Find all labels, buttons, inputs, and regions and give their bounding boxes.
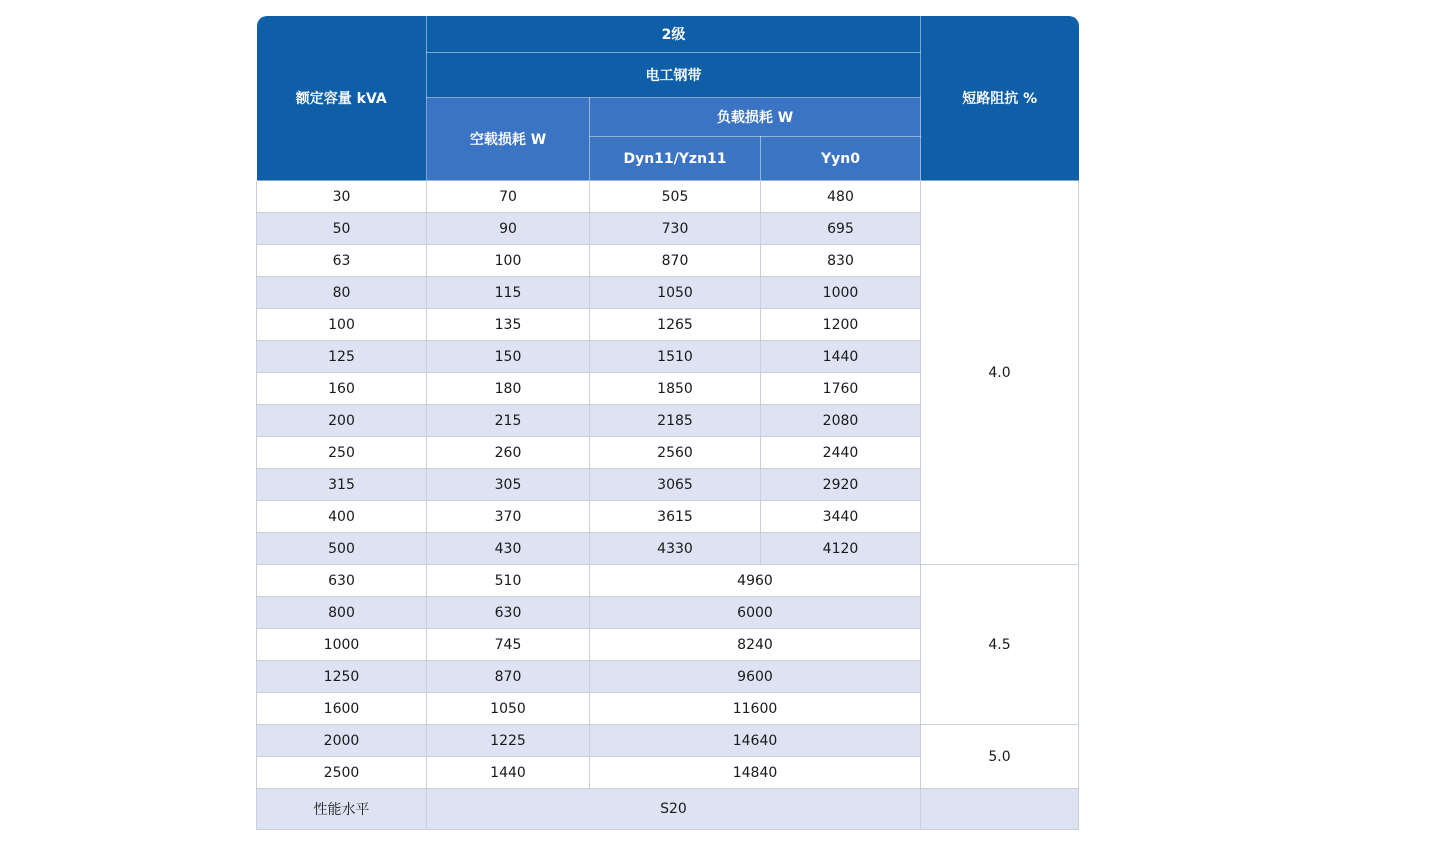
load-loss-cell: 14840 (590, 757, 921, 789)
load-loss-cell: 11600 (590, 693, 921, 725)
capacity-cell: 160 (257, 373, 427, 405)
no-load-cell: 90 (427, 213, 590, 245)
yyn0-cell: 830 (761, 245, 921, 277)
performance-row (257, 789, 1079, 830)
table-row (257, 725, 1079, 757)
impedance-cell: 5.0 (921, 725, 1079, 789)
table-row (257, 181, 1079, 213)
capacity-cell: 630 (257, 565, 427, 597)
capacity-cell: 30 (257, 181, 427, 213)
capacity-cell: 2000 (257, 725, 427, 757)
capacity-cell: 50 (257, 213, 427, 245)
table-header (257, 16, 1079, 181)
performance-value: S20 (427, 789, 921, 830)
dyn11-cell: 1050 (590, 277, 761, 309)
header-capacity: 额定容量 kVA (257, 16, 427, 181)
no-load-cell: 1440 (427, 757, 590, 789)
dyn11-cell: 1510 (590, 341, 761, 373)
capacity-cell: 200 (257, 405, 427, 437)
dyn11-cell: 4330 (590, 533, 761, 565)
capacity-cell: 63 (257, 245, 427, 277)
table-row (257, 565, 1079, 597)
load-loss-cell: 4960 (590, 565, 921, 597)
dyn11-cell: 2185 (590, 405, 761, 437)
header-grade: 2级 (427, 16, 921, 53)
no-load-cell: 630 (427, 597, 590, 629)
no-load-cell: 370 (427, 501, 590, 533)
capacity-cell: 80 (257, 277, 427, 309)
yyn0-cell: 2080 (761, 405, 921, 437)
header-no-load-loss: 空载损耗 W (427, 98, 590, 181)
capacity-cell: 1600 (257, 693, 427, 725)
load-loss-cell: 8240 (590, 629, 921, 661)
no-load-cell: 150 (427, 341, 590, 373)
loss-table-container (256, 16, 1078, 830)
capacity-cell: 2500 (257, 757, 427, 789)
header-yyn0: Yyn0 (761, 137, 921, 181)
dyn11-cell: 3065 (590, 469, 761, 501)
header-impedance: 短路阻抗 % (921, 16, 1079, 181)
capacity-cell: 315 (257, 469, 427, 501)
dyn11-cell: 1265 (590, 309, 761, 341)
dyn11-cell: 1850 (590, 373, 761, 405)
yyn0-cell: 1760 (761, 373, 921, 405)
table-body (257, 181, 1079, 830)
no-load-cell: 510 (427, 565, 590, 597)
capacity-cell: 800 (257, 597, 427, 629)
dyn11-cell: 3615 (590, 501, 761, 533)
load-loss-cell: 9600 (590, 661, 921, 693)
no-load-cell: 135 (427, 309, 590, 341)
yyn0-cell: 1200 (761, 309, 921, 341)
capacity-cell: 125 (257, 341, 427, 373)
no-load-cell: 305 (427, 469, 590, 501)
capacity-cell: 1000 (257, 629, 427, 661)
load-loss-cell: 6000 (590, 597, 921, 629)
yyn0-cell: 2440 (761, 437, 921, 469)
capacity-cell: 400 (257, 501, 427, 533)
load-loss-cell: 14640 (590, 725, 921, 757)
capacity-cell: 500 (257, 533, 427, 565)
yyn0-cell: 4120 (761, 533, 921, 565)
no-load-cell: 115 (427, 277, 590, 309)
no-load-cell: 1050 (427, 693, 590, 725)
impedance-cell: 4.0 (921, 181, 1079, 565)
capacity-cell: 250 (257, 437, 427, 469)
no-load-cell: 180 (427, 373, 590, 405)
header-material: 电工钢带 (427, 53, 921, 98)
yyn0-cell: 3440 (761, 501, 921, 533)
no-load-cell: 1225 (427, 725, 590, 757)
impedance-cell: 4.5 (921, 565, 1079, 725)
transformer-loss-table (256, 16, 1079, 830)
yyn0-cell: 695 (761, 213, 921, 245)
no-load-cell: 70 (427, 181, 590, 213)
no-load-cell: 260 (427, 437, 590, 469)
capacity-cell: 1250 (257, 661, 427, 693)
header-dyn11: Dyn11/Yzn11 (590, 137, 761, 181)
yyn0-cell: 1000 (761, 277, 921, 309)
yyn0-cell: 480 (761, 181, 921, 213)
no-load-cell: 215 (427, 405, 590, 437)
yyn0-cell: 1440 (761, 341, 921, 373)
header-load-loss: 负载损耗 W (590, 98, 921, 137)
dyn11-cell: 870 (590, 245, 761, 277)
dyn11-cell: 730 (590, 213, 761, 245)
dyn11-cell: 505 (590, 181, 761, 213)
no-load-cell: 100 (427, 245, 590, 277)
dyn11-cell: 2560 (590, 437, 761, 469)
performance-extra (921, 789, 1079, 830)
no-load-cell: 430 (427, 533, 590, 565)
yyn0-cell: 2920 (761, 469, 921, 501)
capacity-cell: 100 (257, 309, 427, 341)
no-load-cell: 870 (427, 661, 590, 693)
performance-label: 性能水平 (257, 789, 427, 830)
no-load-cell: 745 (427, 629, 590, 661)
